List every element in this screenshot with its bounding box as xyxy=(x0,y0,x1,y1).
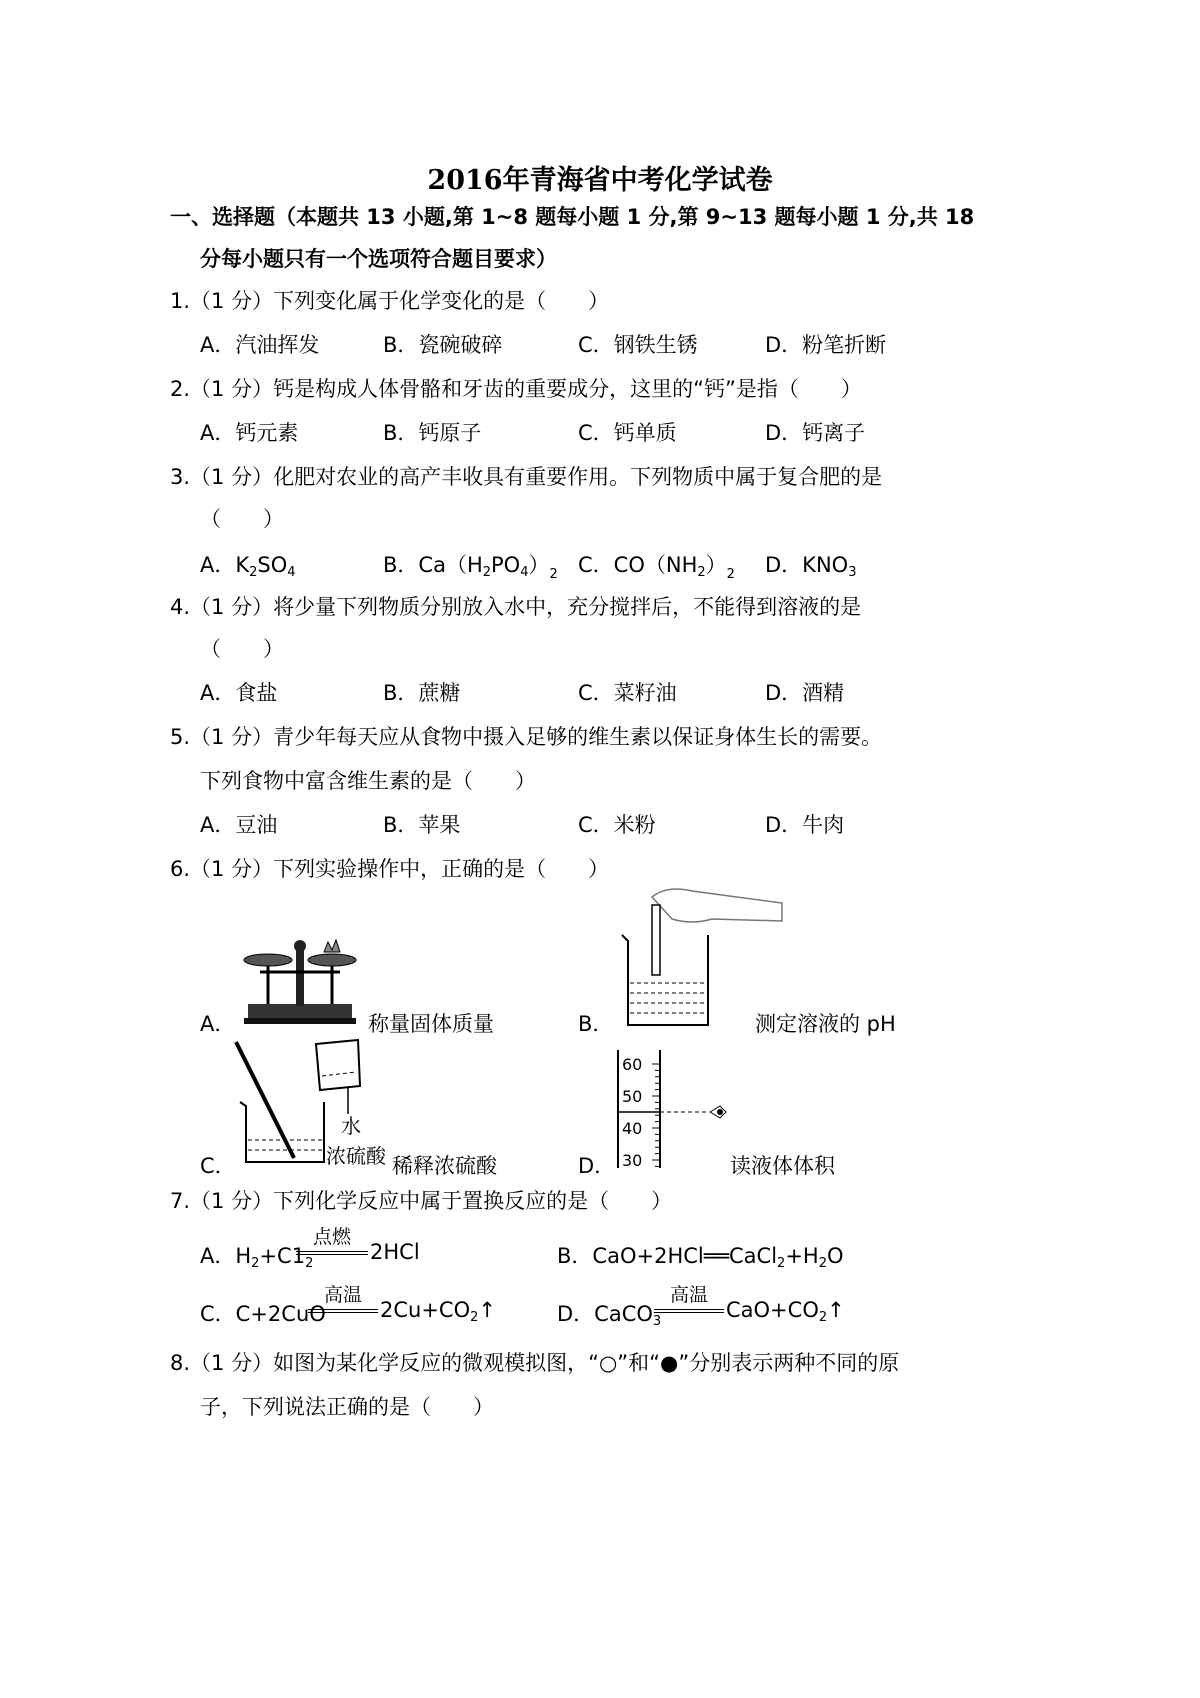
question-4-stem-line2: （ ） xyxy=(200,637,284,661)
q7-option-a-label: A． xyxy=(200,1244,236,1268)
q7-option-d: D．CaCO$_3$ xyxy=(557,1302,662,1329)
cylinder-tick-label: 30 xyxy=(622,1151,643,1170)
q3-option-d: D．$KNO_3$ xyxy=(765,553,857,580)
water-label: 水 xyxy=(341,1114,361,1138)
q7-d-product: $CaO+CO_2↑$ xyxy=(726,1298,845,1325)
q6-option-a-label: A． xyxy=(200,1012,236,1036)
q2-option-a: A．钙元素 xyxy=(200,421,299,445)
q1-option-b: B．瓷碗破碎 xyxy=(383,333,503,357)
q6-option-d-caption: 读液体体积 xyxy=(730,1154,835,1178)
q5-option-a: A．豆油 xyxy=(200,813,278,837)
q6-option-c-label: C． xyxy=(200,1154,236,1178)
q3-option-a: A．$K_2SO_4$ xyxy=(200,553,296,580)
q7-d-equals xyxy=(654,1309,724,1313)
question-7-stem: 7.（1 分）下列化学反应中属于置换反应的是（ ） xyxy=(170,1189,673,1213)
q6-option-c-caption: 稀释浓硫酸 xyxy=(392,1154,497,1178)
balance-scale-figure xyxy=(240,932,360,1027)
question-8-stem-line2: 子，下列说法正确的是（ ） xyxy=(200,1395,494,1419)
q6-option-b-label: B． xyxy=(578,1012,614,1036)
question-5-stem-line1: 5.（1 分）青少年每天应从食物中摄入足够的维生素以保证身体生长的需要。 xyxy=(170,725,883,749)
cylinder-tick-label: 40 xyxy=(622,1119,643,1138)
q6-option-b-caption: 测定溶液的 pH xyxy=(755,1012,896,1036)
q7-a-product: 2HCl xyxy=(370,1240,420,1264)
question-4-stem-line1: 4.（1 分）将少量下列物质分别放入水中，充分搅拌后，不能得到溶液的是 xyxy=(170,595,862,619)
question-1-stem: 1.（1 分）下列变化属于化学变化的是（ ） xyxy=(170,289,610,313)
q7-a-condition: 点燃 xyxy=(312,1226,351,1248)
q7-option-c: C．C+2CuO xyxy=(200,1302,326,1326)
question-6-stem: 6.（1 分）下列实验操作中，正确的是（ ） xyxy=(170,857,610,881)
q2-option-d: D．钙离子 xyxy=(765,421,866,445)
q7-c-product: $2Cu+CO_2↑$ xyxy=(380,1298,497,1325)
question-5-stem-line2: 下列食物中富含维生素的是（ ） xyxy=(200,769,536,793)
q7-d-condition: 高温 xyxy=(669,1284,708,1306)
q7-a-equals xyxy=(296,1251,368,1255)
q5-option-b: B．苹果 xyxy=(383,813,461,837)
q7-option-d-label: D． xyxy=(557,1302,595,1326)
q5-option-c: C．米粉 xyxy=(578,813,656,837)
q3-option-b: B．$Ca(H_2PO_4)_2$ xyxy=(383,553,558,582)
q4-option-a: A．食盐 xyxy=(200,681,278,705)
q6-option-d-label-text: D． xyxy=(578,1154,616,1178)
q1-option-a: A．汽油挥发 xyxy=(200,333,320,357)
q4-option-c: C．菜籽油 xyxy=(578,681,677,705)
q1-option-d: D．粉笔折断 xyxy=(765,333,887,357)
question-2-stem: 2.（1 分）钙是构成人体骨骼和牙齿的重要成分，这里的“钙”是指（ ） xyxy=(170,377,862,401)
q2-option-b: B．钙原子 xyxy=(383,421,482,445)
q7-option-c-label: C． xyxy=(200,1302,236,1326)
conc-sulfuric-acid-label: 浓硫酸 xyxy=(326,1144,386,1168)
cylinder-tick-label: 60 xyxy=(622,1055,643,1074)
page-title: 2016年青海省中考化学试卷 xyxy=(427,165,773,196)
q7-c-equals xyxy=(308,1309,378,1313)
question-3-stem-line2: （ ） xyxy=(200,507,284,531)
question-3-stem-line1: 3.（1 分）化肥对农业的高产丰收具有重要作用。下列物质中属于复合肥的是 xyxy=(170,465,883,489)
q7-option-a: A．$H_2+C1_2$ xyxy=(200,1244,314,1271)
q7-c-condition: 高温 xyxy=(323,1284,362,1306)
q4-option-b: B．蔗糖 xyxy=(383,681,461,705)
q7-option-b-label: B． xyxy=(557,1244,593,1268)
q4-option-d: D．酒精 xyxy=(765,681,845,705)
q6-option-a-caption: 称量固体质量 xyxy=(368,1012,494,1036)
q5-option-d: D．牛肉 xyxy=(765,813,845,837)
q1-option-c: C．钢铁生锈 xyxy=(578,333,698,357)
section-heading-line1: 一、选择题（本题共 13 小题,第 1~8 题每小题 1 分,第 9~13 题每小题 1 分,共 18 xyxy=(170,205,975,229)
cylinder-tick-label: 50 xyxy=(622,1087,643,1106)
question-8-stem-line1: 8.（1 分）如图为某化学反应的微观模拟图，“○”和“●”分别表示两种不同的原 xyxy=(170,1351,900,1375)
q7-option-b: B．$CaO+2HCl══CaCl_2+H_2O$ xyxy=(557,1244,844,1271)
graduated-cylinder-figure xyxy=(612,1050,732,1170)
q3-option-c: C．$CO(NH_2)_2$ xyxy=(578,553,735,582)
section-heading-line2: 分每小题只有一个选项符合题目要求） xyxy=(200,247,557,271)
q2-option-c: C．钙单质 xyxy=(578,421,677,445)
